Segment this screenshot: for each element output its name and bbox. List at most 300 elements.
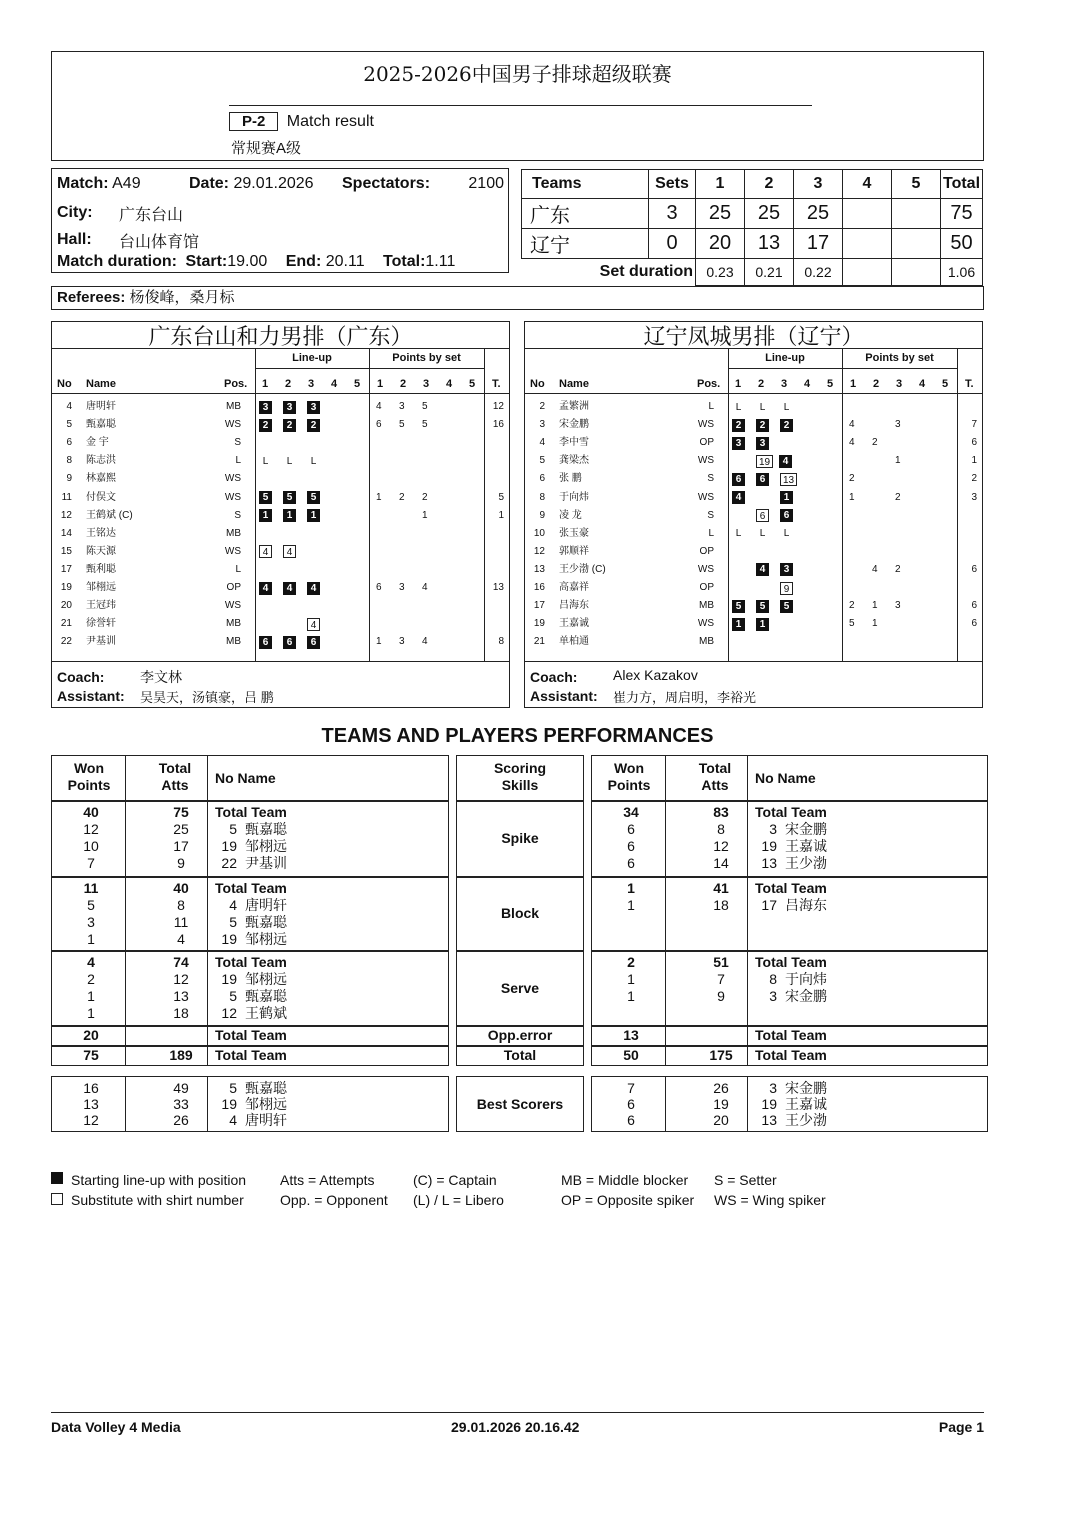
points-set-2: 3 <box>399 401 405 412</box>
footer-page: Page 1 <box>938 1419 984 1435</box>
won-points: 1 <box>87 988 95 1004</box>
won-points: 5 <box>87 897 95 913</box>
player-name: 凌 龙 <box>559 509 582 521</box>
starting-position-square: 6 <box>307 636 320 649</box>
player-lineup <box>259 507 331 525</box>
legend-starting-lineup: Starting line-up with position <box>71 1172 247 1188</box>
referees-label: Referees: <box>57 289 126 306</box>
opp-error-away-name: Total Team <box>755 1027 827 1043</box>
player-number: 16 <box>533 582 545 593</box>
starting-position-square: 2 <box>756 419 769 432</box>
player-lineup <box>259 633 331 651</box>
player-position: MB <box>226 636 241 648</box>
player-name: 高嘉祥 <box>559 582 589 593</box>
won-points-header: Won Points <box>607 760 651 793</box>
total-atts: 83 <box>713 804 729 820</box>
player-position: WS <box>224 600 241 612</box>
player-row <box>52 633 509 651</box>
player-position: L <box>708 527 714 539</box>
match-date: 29.01.2026 <box>233 175 314 192</box>
match-label: Match: <box>57 175 109 192</box>
player-name: 尹基训 <box>245 855 287 871</box>
player-number: 8 <box>539 491 545 503</box>
points-set-3: 2 <box>895 563 901 575</box>
player-number: 22 <box>221 855 237 871</box>
player-total-points: 6 <box>971 600 977 612</box>
page-title: 2025-2026中国男子排球超级联赛 <box>363 62 672 86</box>
player-name: 宋金鹏 <box>559 419 589 431</box>
player-total-points: 12 <box>492 401 504 412</box>
substitute-square: 9 <box>780 582 793 595</box>
player-name: 金 宇 <box>86 437 109 449</box>
player-row <box>52 525 509 543</box>
skill-label: Serve <box>500 979 540 996</box>
player-lineup <box>732 579 804 597</box>
player-name: 甄嘉聪 <box>245 988 287 1004</box>
team-total-label: Total Team <box>755 880 827 896</box>
points-set-3: 5 <box>422 419 428 431</box>
starting-position-square: 4 <box>283 582 296 595</box>
player-number: 14 <box>60 527 72 539</box>
team-total-label: Total Team <box>755 804 827 820</box>
player-name: 王鹤斌 <box>245 1005 287 1021</box>
col-pos-header: Pos. <box>224 378 248 390</box>
footer-left: Data Volley 4 Media <box>51 1419 181 1435</box>
player-number: 17 <box>60 563 72 575</box>
spectators-value: 2100 <box>468 175 504 192</box>
player-position: S <box>234 437 241 449</box>
player-position: MB <box>699 600 714 612</box>
lineup-cell: L <box>286 455 293 467</box>
player-name: 于向炜 <box>785 971 827 987</box>
points-set-3: 1 <box>895 455 901 467</box>
won-points: 10 <box>83 838 99 854</box>
set-duration-5 <box>892 259 941 286</box>
total-atts-header: Total Atts <box>158 760 192 793</box>
lineup-set-header: 4 <box>331 378 338 390</box>
lineup-cell: L <box>735 528 742 540</box>
player-name: 甄利聪 <box>86 563 116 575</box>
col-pos-header: Pos. <box>697 378 721 390</box>
hall-value: 台山体育馆 <box>119 234 200 251</box>
player-name: 李中雪 <box>559 437 589 449</box>
score-set5-away <box>892 229 941 259</box>
competition-category: 常规赛A级 <box>231 140 302 157</box>
points-set-1: 4 <box>849 437 855 449</box>
player-row <box>525 597 982 615</box>
lineup-set-header: 3 <box>781 378 788 390</box>
player-position: MB <box>226 401 241 412</box>
total-atts-header: Total Atts <box>698 760 732 793</box>
lineup-cell <box>732 563 745 576</box>
won-points: 6 <box>627 838 635 854</box>
starting-position-square: 2 <box>259 419 272 432</box>
player-name: 孟繁洲 <box>559 401 589 412</box>
skill-label: Block <box>500 905 540 921</box>
player-name: 王鹤斌 (C) <box>86 509 133 521</box>
points-set-2: 3 <box>399 636 405 648</box>
lineup-set-header: 5 <box>827 378 834 390</box>
won-points: 12 <box>83 821 99 837</box>
points-set-header: 5 <box>942 378 949 390</box>
legend-opponent: Opp. = Opponent <box>280 1192 388 1208</box>
player-name: 徐誉轩 <box>86 618 116 630</box>
player-number: 17 <box>761 897 777 913</box>
points-set-header: 4 <box>446 378 453 390</box>
substitute-square: 4 <box>283 545 296 558</box>
total-atts: 12 <box>713 838 729 854</box>
player-lineup <box>259 489 331 507</box>
player-name: 尹基训 <box>86 636 116 648</box>
starting-position-square: 6 <box>756 473 769 486</box>
player-name: 吕海东 <box>559 600 589 612</box>
player-number: 12 <box>60 509 72 521</box>
points-set-header: 1 <box>850 378 857 390</box>
total-away-won: 50 <box>623 1047 639 1063</box>
lineup-cell: L <box>310 455 317 467</box>
start-label: Start: <box>185 253 228 270</box>
player-row <box>52 561 509 579</box>
score-total-away: 50 <box>941 229 983 259</box>
starting-position-square: 3 <box>756 437 769 450</box>
player-position: OP <box>699 545 714 557</box>
points-set-3: 1 <box>422 509 428 521</box>
performances-title: TEAMS AND PLAYERS PERFORMANCES <box>321 725 714 747</box>
starting-position-square: 6 <box>780 509 793 522</box>
total-atts: 25 <box>173 821 189 837</box>
score-set1-away: 20 <box>696 229 745 259</box>
points-set-2: 4 <box>872 563 878 575</box>
player-name: 于向炜 <box>559 491 589 503</box>
player-number: 8 <box>769 971 777 987</box>
points-set-3: 2 <box>422 491 428 503</box>
best-player-name: 甄嘉聪 <box>245 1080 287 1096</box>
starting-position-square: 5 <box>283 491 296 504</box>
won-points: 4 <box>87 954 95 970</box>
lineup-cell: L <box>759 528 766 540</box>
points-set-3: 4 <box>422 582 428 593</box>
team-total-label: Total Team <box>755 954 827 970</box>
total-atts: 74 <box>173 954 189 970</box>
player-row <box>52 489 509 507</box>
player-name: 邹栩远 <box>245 971 287 987</box>
lineup-header: Line-up <box>765 352 805 364</box>
points-set-1: 5 <box>849 618 855 630</box>
player-number: 4 <box>66 401 72 412</box>
best-player-number: 5 <box>229 1080 237 1096</box>
best-player-name: 王少渤 <box>785 1112 827 1128</box>
player-name: 甄嘉聪 <box>86 419 116 431</box>
lineup-cell <box>259 618 272 631</box>
total-atts: 8 <box>717 821 725 837</box>
player-name: 单柏通 <box>559 636 589 648</box>
player-row <box>52 507 509 525</box>
player-number: 17 <box>533 600 545 612</box>
legend-middle-blocker: MB = Middle blocker <box>561 1172 689 1188</box>
player-position: WS <box>224 419 241 431</box>
no-name-header: No Name <box>215 770 276 786</box>
player-lineup <box>732 434 780 452</box>
won-points: 1 <box>87 931 95 947</box>
points-set-header: 3 <box>423 378 430 390</box>
player-position: WS <box>224 491 241 503</box>
footer-timestamp: 29.01.2026 20.16.42 <box>451 1419 580 1435</box>
duration-label: Match duration: <box>57 253 177 270</box>
player-position: MB <box>699 636 714 648</box>
lineup-header: Line-up <box>292 352 332 364</box>
total-atts: 18 <box>713 897 729 913</box>
player-lineup <box>259 615 331 633</box>
points-set-1: 6 <box>376 582 382 593</box>
points-set-3: 3 <box>895 600 901 612</box>
player-lineup <box>259 398 331 416</box>
player-row <box>525 561 982 579</box>
date-label: Date: <box>189 175 230 192</box>
no-name-header: No Name <box>755 770 816 786</box>
player-number: 19 <box>221 838 237 854</box>
starting-position-square: 2 <box>307 419 320 432</box>
best-total-atts: 19 <box>713 1096 729 1112</box>
best-player-name: 宋金鹏 <box>785 1080 827 1096</box>
score-header-set5: 5 <box>892 170 941 199</box>
starting-position-square: 6 <box>259 636 272 649</box>
score-row-home <box>522 199 983 229</box>
won-points-header: Won Points <box>67 760 111 793</box>
player-position: WS <box>224 545 241 557</box>
player-number: 20 <box>60 600 72 612</box>
starting-position-square: 1 <box>756 618 769 631</box>
total-duration-label: Total: <box>383 253 426 270</box>
total-home-name: Total Team <box>215 1047 287 1063</box>
player-number: 21 <box>533 636 545 648</box>
player-name: 王冠玮 <box>86 600 116 612</box>
points-set-1: 1 <box>376 636 382 648</box>
match-info-box <box>51 168 509 273</box>
best-won-points: 13 <box>83 1096 99 1112</box>
player-number: 19 <box>221 931 237 947</box>
won-points: 1 <box>87 1005 95 1021</box>
score-header-teams: Teams <box>522 170 649 199</box>
lineup-set-header: 5 <box>354 378 361 390</box>
assistant-names: 崔力方，周启明，李裕光 <box>613 690 757 705</box>
col-name-header: Name <box>559 378 589 390</box>
total-duration-value: 1.11 <box>425 253 456 270</box>
lineup-cell: L <box>262 455 269 467</box>
points-set-1: 4 <box>849 419 855 431</box>
score-header-set2: 2 <box>745 170 794 199</box>
starting-position-square: 3 <box>780 563 793 576</box>
player-name: 王嘉诚 <box>559 618 589 630</box>
player-position: WS <box>697 491 714 503</box>
total-atts: 18 <box>173 1005 189 1021</box>
won-points: 34 <box>623 804 639 820</box>
points-by-set-header: Points by set <box>865 352 934 364</box>
starting-position-square: 6 <box>283 636 296 649</box>
player-number: 13 <box>761 855 777 871</box>
total-atts: 4 <box>177 931 185 947</box>
player-total-points: 2 <box>971 473 977 485</box>
starting-lineup-square-icon <box>51 1172 63 1184</box>
player-name: 邹栩远 <box>86 582 116 593</box>
player-name: 甄嘉聪 <box>245 914 287 930</box>
player-row <box>525 543 982 561</box>
starting-position-square: 3 <box>732 437 745 450</box>
starting-position-square: 4 <box>756 563 769 576</box>
won-points: 2 <box>627 954 635 970</box>
player-name: 邹栩远 <box>245 931 287 947</box>
player-total-points: 8 <box>498 636 504 648</box>
points-set-2: 2 <box>399 491 405 503</box>
player-total-points: 1 <box>498 509 504 521</box>
set-duration-row <box>522 259 983 286</box>
end-value: 20.11 <box>325 253 365 270</box>
player-number: 4 <box>539 437 545 449</box>
player-position: WS <box>697 563 714 575</box>
total-away-name: Total Team <box>755 1047 827 1063</box>
player-number: 3 <box>769 821 777 837</box>
best-player-number: 4 <box>229 1112 237 1128</box>
total-away-atts: 175 <box>709 1047 733 1063</box>
best-total-atts: 26 <box>173 1112 189 1128</box>
won-points: 6 <box>627 855 635 871</box>
points-set-3: 3 <box>895 419 901 431</box>
points-by-set-header: Points by set <box>392 352 461 364</box>
coach-name: 李文林 <box>140 669 182 685</box>
player-total-points: 7 <box>971 419 977 431</box>
player-row <box>52 615 509 633</box>
best-scorers-label: Best Scorers <box>476 1096 564 1112</box>
score-sets-away: 0 <box>649 229 696 259</box>
substitute-square: 6 <box>756 509 769 522</box>
player-name: 宋金鹏 <box>785 988 827 1004</box>
player-position: WS <box>697 455 714 467</box>
player-name: 邹栩远 <box>245 838 287 854</box>
points-set-header: 1 <box>377 378 384 390</box>
best-player-name: 邹栩远 <box>245 1096 287 1112</box>
player-position: L <box>235 563 241 575</box>
points-set-2: 5 <box>399 419 405 431</box>
starting-position-square: 1 <box>259 509 272 522</box>
total-atts: 12 <box>173 971 189 987</box>
player-number: 21 <box>60 618 72 630</box>
legend-substitute: Substitute with shirt number <box>71 1192 244 1208</box>
won-points: 1 <box>627 988 635 1004</box>
player-row <box>525 398 982 416</box>
player-name: 陈天源 <box>86 545 116 557</box>
player-total-points: 13 <box>492 582 504 593</box>
starting-position-square: 2 <box>732 419 745 432</box>
total-atts: 7 <box>717 971 725 987</box>
player-position: OP <box>699 582 714 593</box>
points-set-header: 3 <box>896 378 903 390</box>
points-set-3: 2 <box>895 491 901 503</box>
team-home-name: 广东台山和力男排（广东） <box>148 325 413 350</box>
player-row <box>525 579 982 597</box>
legend-captain: (C) = Captain <box>413 1172 497 1188</box>
starting-position-square: 1 <box>307 509 320 522</box>
player-total-points: 3 <box>971 491 977 503</box>
total-home-won: 75 <box>83 1047 99 1063</box>
best-player-name: 王嘉诚 <box>785 1096 827 1112</box>
won-points: 7 <box>87 855 95 871</box>
total-home-atts: 189 <box>169 1047 193 1063</box>
legend-wing-spiker: WS = Wing spiker <box>714 1192 826 1208</box>
player-number: 4 <box>229 897 237 913</box>
player-position: WS <box>697 618 714 630</box>
player-row <box>52 452 509 470</box>
player-position: WS <box>224 473 241 485</box>
starting-position-square: 4 <box>779 455 792 468</box>
lineup-cell: L <box>759 401 766 413</box>
player-row <box>52 470 509 488</box>
end-label: End: <box>285 253 322 270</box>
player-number: 5 <box>229 988 237 1004</box>
best-total-atts: 26 <box>713 1080 729 1096</box>
player-name: 甄嘉聪 <box>245 821 287 837</box>
won-points: 2 <box>87 971 95 987</box>
report-code: P-2 <box>229 112 278 131</box>
player-row <box>525 507 982 525</box>
player-number: 9 <box>539 509 545 521</box>
total-atts: 9 <box>177 855 185 871</box>
player-position: OP <box>699 437 714 449</box>
player-row <box>52 597 509 615</box>
set-duration-2: 0.21 <box>745 259 794 286</box>
player-position: MB <box>226 618 241 630</box>
won-points: 1 <box>627 880 635 896</box>
col-total-header: T. <box>492 378 501 390</box>
player-number: 5 <box>66 419 72 431</box>
player-name: 王嘉诚 <box>785 838 827 854</box>
substitute-square: 4 <box>307 618 320 631</box>
report-subtitle: Match result <box>286 113 374 130</box>
player-number: 5 <box>229 914 237 930</box>
won-points: 6 <box>627 821 635 837</box>
opp-error-label: Opp.error <box>487 1027 553 1043</box>
score-total-home: 75 <box>941 199 983 229</box>
score-header-set1: 1 <box>696 170 745 199</box>
starting-position-square: 6 <box>732 473 745 486</box>
score-set5-home <box>892 199 941 229</box>
player-number: 22 <box>60 636 72 648</box>
player-position: L <box>235 455 241 467</box>
best-player-number: 19 <box>761 1096 777 1112</box>
player-number: 9 <box>66 473 72 485</box>
player-lineup <box>732 615 780 633</box>
player-lineup <box>259 452 331 470</box>
player-name: 唐明轩 <box>86 401 116 412</box>
player-name: 付俣文 <box>86 491 116 503</box>
best-won-points: 16 <box>83 1080 99 1096</box>
player-lineup <box>732 561 804 579</box>
lineup-cell <box>756 491 769 504</box>
points-set-3: 4 <box>422 636 428 648</box>
player-lineup <box>732 507 804 525</box>
player-number: 2 <box>539 401 545 412</box>
player-lineup <box>732 525 804 543</box>
player-name: 郭顺祥 <box>559 545 589 557</box>
player-name: 宋金鹏 <box>785 821 827 837</box>
points-set-2: 1 <box>872 600 878 612</box>
total-atts: 41 <box>713 880 729 896</box>
starting-position-square: 2 <box>780 419 793 432</box>
player-number: 5 <box>229 821 237 837</box>
best-total-atts: 20 <box>713 1112 729 1128</box>
player-row <box>525 452 982 470</box>
points-set-1: 1 <box>376 491 382 503</box>
player-row <box>52 416 509 434</box>
match-number: A49 <box>112 175 141 192</box>
